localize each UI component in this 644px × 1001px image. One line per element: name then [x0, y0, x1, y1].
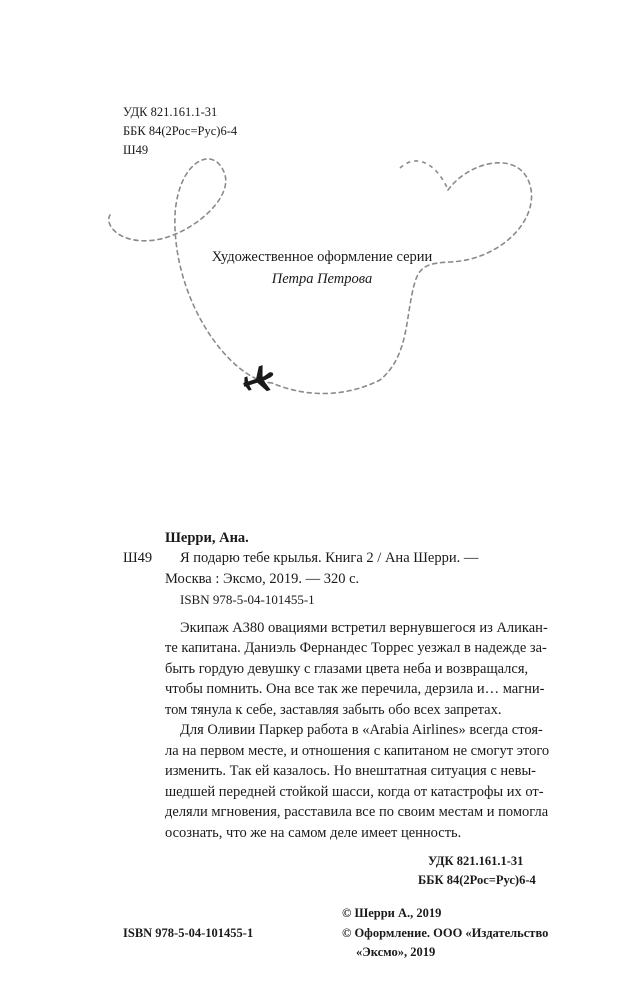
- catalog-isbn: ISBN 978-5-04-101455-1: [180, 592, 315, 607]
- udk-code: УДК 821.161.1-31: [123, 105, 218, 119]
- annotation-line: шедшей передней стойкой шасси, когда от катастрофы их от-: [165, 784, 544, 800]
- annotation-line: Экипаж А380 овациями встретил вернувшегося из Аликан-: [180, 620, 548, 636]
- annotation-line: чтобы помнить. Она все так же перечила, дерзила и… магни-: [165, 681, 545, 697]
- design-credit-label: Художественное оформление серии: [211, 249, 433, 265]
- catalog-title-line-2: Москва : Эксмо, 2019. — 320 с.: [165, 571, 360, 587]
- copyright-design-line-1: © Оформление. ООО «Издательство: [342, 926, 549, 940]
- catalog-bbk: ББК 84(2Рос=Рус)6-4: [418, 873, 536, 887]
- catalog-title-line-1: Я подарю тебе крылья. Книга 2 / Ана Шерри. —: [180, 550, 479, 566]
- catalog-author: Шерри, Ана.: [165, 530, 249, 546]
- catalog-author-sign: Ш49: [123, 550, 153, 566]
- bottom-isbn: ISBN 978-5-04-101455-1: [123, 926, 254, 940]
- annotation-line: ла на первом месте, и отношения с капитаном не смогут этого: [165, 743, 550, 759]
- catalog-udk: УДК 821.161.1-31: [428, 854, 524, 868]
- bbk-code: ББК 84(2Рос=Рус)6-4: [123, 124, 238, 138]
- annotation-line: том тянула к себе, заставляя забыть обо всех запретах.: [165, 702, 502, 718]
- author-sign: Ш49: [123, 143, 149, 157]
- annotation-line: быть гордую девушку с глазами цвета неба и возвращался,: [165, 661, 529, 677]
- annotation-line: изменить. Так ей казалось. Но внештатная ситуация с невы-: [165, 763, 537, 779]
- annotation-line: те капитана. Даниэль Фернандес Торрес уезжал в надежде за-: [165, 640, 547, 656]
- annotation-line: осознать, что же на самом деле имеет ценность.: [165, 825, 462, 841]
- airplane-icon: [240, 363, 278, 397]
- copyright-author: © Шерри А., 2019: [342, 906, 442, 920]
- annotation-line: деляли мгновения, расставила все по своим местам и помогла: [165, 804, 549, 820]
- design-credit-artist: Петра Петрова: [271, 271, 373, 287]
- annotation-line: Для Оливии Паркер работа в «Arabia Airlines» всегда стоя-: [180, 722, 543, 738]
- copyright-design-line-2: «Эксмо», 2019: [356, 945, 436, 959]
